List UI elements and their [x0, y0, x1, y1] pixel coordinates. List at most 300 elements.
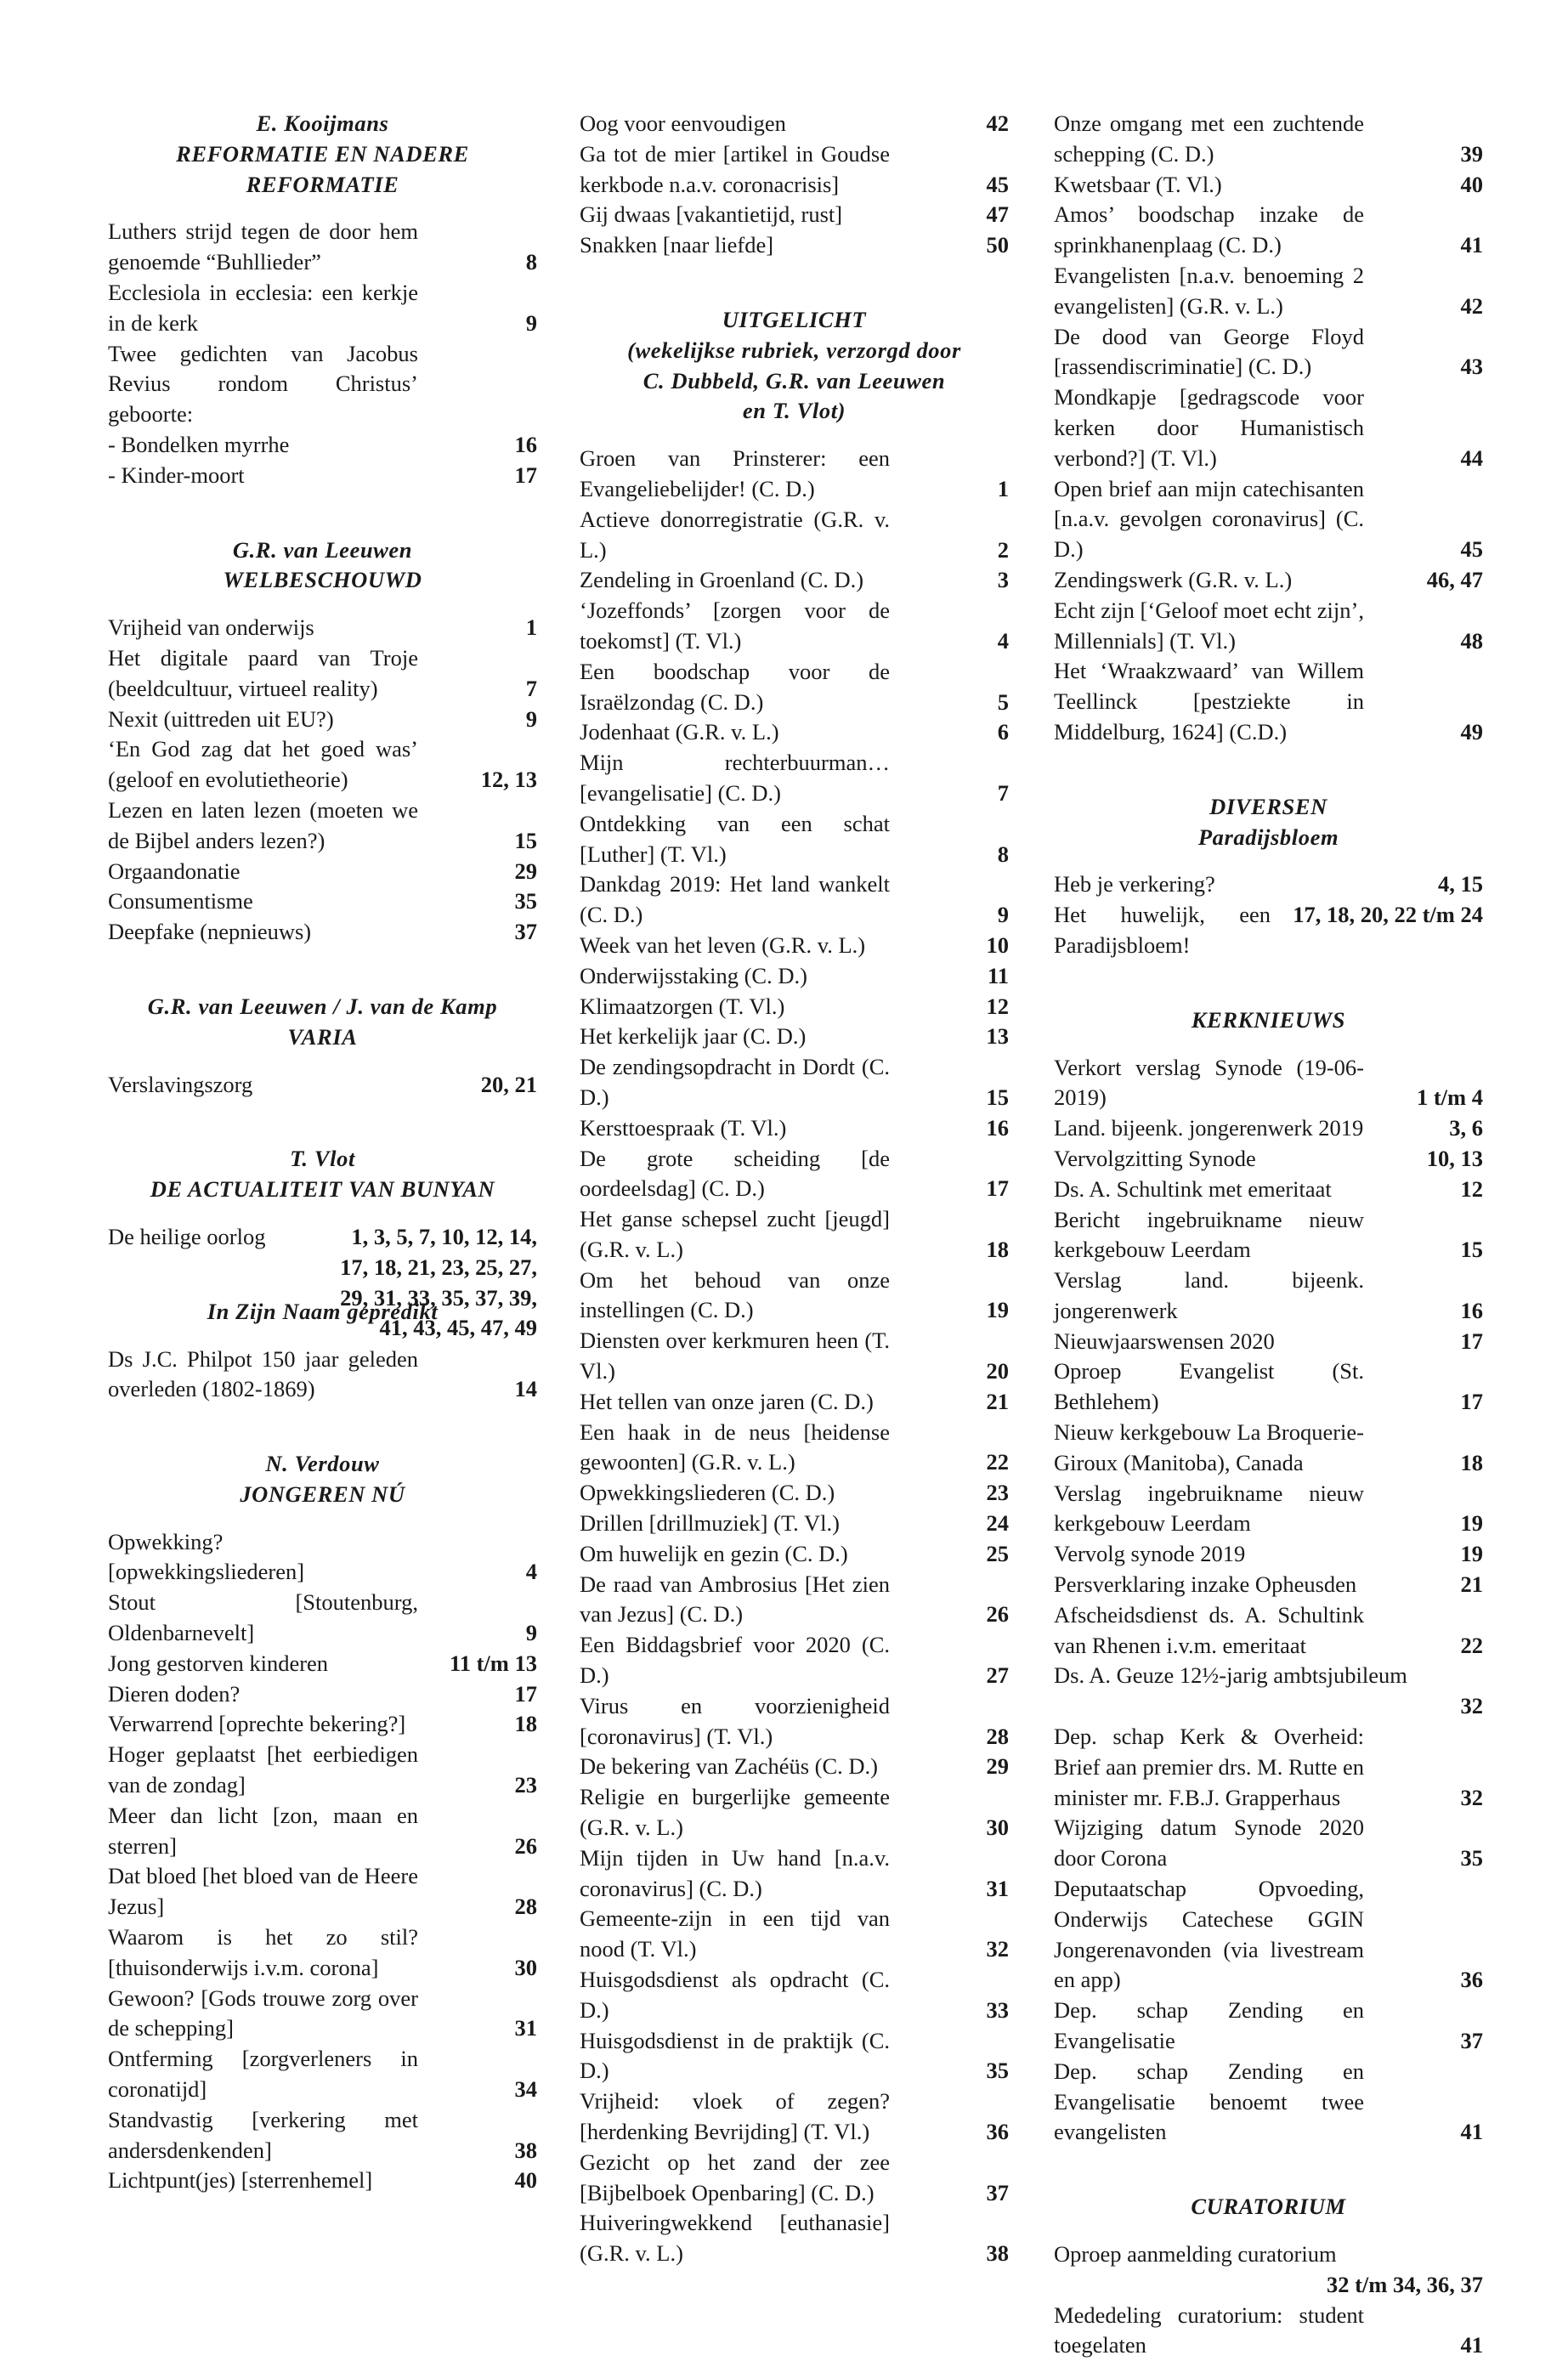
- index-entry: [580, 869, 1009, 931]
- entry-pages: 13: [986, 1023, 1009, 1050]
- entry-title: Nieuw kerkgebouw La Broquerie-Giroux (Manitoba), Canada: [1054, 1419, 1364, 1475]
- entry-title: Religie en burgerlijke gemeente (G.R. v. L.): [580, 1784, 890, 1841]
- entry-title: Dankdag 2019: Het land wankelt (C. D.): [580, 871, 890, 928]
- entry-title: Luthers strijd tegen de door hem genoemde “Buhllieder”: [108, 218, 418, 275]
- index-entry: [580, 1022, 1009, 1052]
- index-entry: [1054, 656, 1483, 747]
- index-entry: [580, 1144, 1009, 1205]
- index-entry: [108, 1070, 537, 1101]
- entry-pages: 4: [997, 627, 1009, 654]
- index-entry: [580, 1265, 1009, 1327]
- entry-pages: 9: [525, 705, 537, 732]
- entry-pages: 40: [514, 2167, 537, 2194]
- entry-title: Snakken [naar liefde]: [580, 232, 774, 258]
- entry-title: Stout [Stoutenburg, Oldenbarnevelt]: [108, 1589, 418, 1646]
- section-heading: [108, 109, 537, 200]
- entry-title: Orgaandonatie: [108, 858, 241, 884]
- index-entry: [1054, 1356, 1483, 1418]
- section-heading: [108, 992, 537, 1053]
- entry-title: Mijn tijden in Uw hand [n.a.v. coronavirus] (C. D.): [580, 1844, 890, 1901]
- entry-pages: 6: [997, 719, 1009, 745]
- entry-pages: 23: [514, 1772, 537, 1798]
- entry-title: Ontdekking van een schat [Luther] (T. Vl.): [580, 810, 890, 867]
- entry-title: Vervolg synode 2019: [1054, 1541, 1246, 1567]
- entry-pages: 17: [986, 1175, 1009, 1202]
- section-heading-line: DE ACTUALITEIT VAN BUNYAN: [150, 1176, 495, 1203]
- entry-pages: 1, 3, 5, 7, 10, 12, 14, 17, 18, 21, 23, 25, 27, 29, 31, 33, 35, 37, 39, 41, 43, 45, 47, 49: [340, 1223, 537, 1341]
- index-entry: [1054, 900, 1483, 961]
- entry-title: Open brief aan mijn catechisanten [n.a.v. gevolgen coronavirus] (C. D.): [1054, 475, 1364, 563]
- index-entry: [580, 444, 1009, 505]
- entry-pages: 45: [1460, 536, 1483, 563]
- entry-title: Een boodschap voor de Israëlzondag (C. D.): [580, 658, 890, 715]
- section-heading-line: WELBESCHOUWD: [223, 567, 422, 593]
- index-entry: [1054, 1722, 1483, 1813]
- section-heading-line: VARIA: [287, 1023, 358, 1050]
- index-entry: [1054, 170, 1483, 201]
- entry-title: Huiveringwekkend [euthanasie] (G.R. v. L.): [580, 2210, 890, 2267]
- entry-pages: 41: [1460, 2119, 1483, 2145]
- entry-title: Nexit (uittreden uit EU?): [108, 705, 334, 732]
- entry-title: De dood van George Floyd [rassendiscriminatie] (C. D.): [1054, 323, 1364, 380]
- index-entry: [580, 717, 1009, 748]
- section-heading-line: KERKNIEUWS: [1191, 1006, 1346, 1033]
- section-heading-line: en T. Vlot): [742, 398, 846, 424]
- entry-title: Gewoon? [Gods trouwe zorg over de schepping]: [108, 1984, 418, 2041]
- index-entry: [108, 278, 537, 339]
- entry-title: Het huwelijk, een Paradijsbloem!: [1054, 902, 1271, 958]
- entry-title: De grote scheiding [de oordeelsdag] (C. D.): [580, 1145, 890, 1202]
- entry-title: - Kinder-moort: [108, 461, 245, 488]
- entry-title: De heilige oorlog: [108, 1223, 266, 1249]
- entry-pages: 10: [986, 931, 1009, 958]
- entry-pages: 28: [986, 1723, 1009, 1749]
- entry-pages: 11 t/m 13: [449, 1650, 537, 1676]
- index-entry: [1054, 1600, 1483, 1662]
- entry-pages: 38: [514, 2137, 537, 2163]
- entry-title: De zendingsopdracht in Dordt (C. D.): [580, 1054, 890, 1110]
- index-entry: [580, 1782, 1009, 1843]
- entry-pages: 22: [986, 1449, 1009, 1475]
- entry-title: Land. bijeenk. jongerenwerk 2019: [1054, 1115, 1364, 1141]
- index-entry: [1054, 1053, 1483, 1114]
- entry-pages: 35: [514, 888, 537, 914]
- entry-pages: 35: [1460, 1845, 1483, 1871]
- index-entry: [108, 613, 537, 643]
- index-entry: [580, 596, 1009, 657]
- index-column-1: [108, 109, 537, 2196]
- section-heading: [1054, 792, 1483, 853]
- index-entry: [580, 1630, 1009, 1691]
- index-entry: [580, 1752, 1009, 1782]
- entry-pages: 37: [514, 919, 537, 945]
- entry-pages: 47: [986, 201, 1009, 228]
- entry-title: Oproep aanmelding curatorium: [1054, 2241, 1337, 2267]
- entry-title: Evangelisten [n.a.v. benoeming 2 evangelisten] (G.R. v. L.): [1054, 262, 1364, 319]
- entry-pages: 12, 13: [480, 767, 537, 793]
- section-heading-line: CURATORIUM: [1191, 2194, 1346, 2220]
- index-entry: [1054, 1327, 1483, 1357]
- entry-title: Mondkapje [gedragscode voor kerken door Humanistisch verbond?] (T. Vl.): [1054, 384, 1364, 471]
- entry-pages: 50: [986, 232, 1009, 258]
- entry-pages: 1: [997, 475, 1009, 501]
- entry-pages: 36: [986, 2119, 1009, 2144]
- entry-title: Deepfake (nepnieuws): [108, 919, 312, 945]
- entry-title: Twee gedichten van Jacobus Revius rondom Christus’ geboorte:: [108, 340, 418, 427]
- entry-pages: 10, 13: [1426, 1145, 1483, 1171]
- entry-title: Zendeling in Groenland (C. D.): [580, 567, 864, 593]
- entry-pages: 45: [986, 171, 1009, 197]
- entry-title: Verslag ingebruikname nieuw kerkgebouw Leerdam: [1054, 1480, 1364, 1537]
- entry-pages: 19: [986, 1297, 1009, 1323]
- index-entry: [1054, 322, 1483, 383]
- index-entry: [1054, 1144, 1483, 1175]
- index-entry: [1054, 869, 1483, 900]
- entry-pages: 29: [986, 1753, 1009, 1780]
- section-heading-line: In Zijn Naam gepredikt: [207, 1298, 439, 1324]
- section-heading: [108, 1449, 537, 1510]
- section-heading-line: N. Verdouw: [265, 1451, 380, 1477]
- entry-title: Oog voor eenvoudigen: [580, 110, 786, 136]
- entry-title: Vervolgzitting Synode: [1054, 1145, 1256, 1171]
- entry-title: - Bondelken myrrhe: [108, 431, 290, 457]
- index-section: [1054, 2192, 1483, 2361]
- index-entry: [580, 657, 1009, 718]
- index-entry: [1054, 1418, 1483, 1479]
- index-entry: [580, 1478, 1009, 1509]
- section-heading-line: (wekelijkse rubriek, verzorgd door: [627, 337, 961, 363]
- index-entry: [108, 2044, 537, 2105]
- entry-title: Vrijheid van onderwijs: [108, 614, 314, 641]
- index-entry: [580, 1418, 1009, 1479]
- index-entry: [580, 2208, 1009, 2269]
- index-entry: [108, 430, 537, 461]
- entry-pages: 5: [997, 688, 1009, 715]
- index-section: [108, 1449, 537, 2196]
- index-entry: [580, 1570, 1009, 1631]
- entry-title: Drillen [drillmuziek] (T. Vl.): [580, 1510, 840, 1537]
- index-entry: [580, 139, 1009, 201]
- index-entry: [108, 1679, 537, 1710]
- index-entry: [108, 1861, 537, 1922]
- entry-title: Bericht ingebruikname nieuw kerkgebouw Leerdam: [1054, 1206, 1364, 1263]
- index-section: [108, 109, 537, 491]
- index-entry: [108, 1740, 537, 1801]
- index-entry: [108, 1345, 537, 1406]
- entry-pages: 23: [986, 1480, 1009, 1506]
- index-entry: [108, 1709, 537, 1740]
- entry-pages: 18: [514, 1711, 537, 1737]
- index-entry: [108, 886, 537, 917]
- index-entry: [580, 2026, 1009, 2087]
- entry-pages: 7: [525, 675, 537, 701]
- entry-title: Ontferming [zorgverleners in coronatijd]: [108, 2046, 418, 2103]
- entry-pages: 46, 47: [1426, 566, 1483, 592]
- entry-title: Gezicht op het zand der zee [Bijbelboek Openbaring] (C. D.): [580, 2149, 890, 2205]
- entry-pages: 16: [514, 431, 537, 457]
- index-entry: [1054, 1570, 1483, 1600]
- entry-title: Gemeente-zijn in een tijd van nood (T. Vl.): [580, 1905, 890, 1962]
- index-entry: [580, 1113, 1009, 1144]
- entry-pages: 18: [986, 1236, 1009, 1262]
- entry-title: Huisgodsdienst in de praktijk (C. D.): [580, 2027, 890, 2084]
- entry-pages: 32: [986, 1936, 1009, 1962]
- section-heading: [108, 535, 537, 597]
- entry-title: Dep. schap Zending en Evangelisatie benoemt twee evangelisten: [1054, 2058, 1364, 2145]
- entry-pages: 26: [986, 1601, 1009, 1628]
- entry-pages: 1: [525, 614, 537, 641]
- entry-pages: 17: [1460, 1389, 1483, 1415]
- entry-pages: 28: [514, 1894, 537, 1920]
- entry-pages: 19: [1460, 1510, 1483, 1537]
- index-section: [108, 992, 537, 1100]
- entry-title: Klimaatzorgen (T. Vl.): [580, 993, 785, 1019]
- entry-pages: 26: [514, 1832, 537, 1859]
- section-heading-line: UITGELICHT: [722, 306, 867, 332]
- entry-pages: 8: [525, 249, 537, 275]
- entry-title: Dieren doden?: [108, 1680, 241, 1707]
- entry-pages: 41: [1460, 2332, 1483, 2358]
- index-entry: [108, 461, 537, 491]
- section-heading-line: C. Dubbeld, G.R. van Leeuwen: [642, 367, 946, 394]
- index-entry: [108, 339, 537, 430]
- entry-title: Om huwelijk en gezin (C. D.): [580, 1540, 848, 1566]
- entry-title: De bekering van Zachéüs (C. D.): [580, 1753, 878, 1780]
- section-heading-line: G.R. van Leeuwen: [232, 536, 413, 563]
- entry-pages: 18: [1460, 1449, 1483, 1475]
- entry-pages: 17: [514, 1680, 537, 1707]
- index-section: [108, 535, 537, 948]
- index-entry: [580, 1052, 1009, 1113]
- entry-pages: 43: [1460, 354, 1483, 380]
- entry-title: Verkort verslag Synode (19-06-2019): [1054, 1054, 1364, 1111]
- index-entry: [1054, 109, 1483, 170]
- index-entry: [108, 917, 537, 948]
- section-heading: [580, 305, 1009, 427]
- entry-pages: 42: [986, 110, 1009, 136]
- section-heading-line: REFORMATIE: [246, 171, 399, 197]
- entry-pages: 4, 15: [1438, 871, 1483, 897]
- entry-title: Lezen en laten lezen (moeten we de Bijbel anders lezen?): [108, 796, 418, 853]
- index-entry: [580, 1691, 1009, 1752]
- entry-title: Ds J.C. Philpot 150 jaar geleden overleden (1802-1869): [108, 1345, 418, 1402]
- entry-pages: 1 t/m 4: [1416, 1084, 1483, 1111]
- index-entry: [580, 109, 1009, 139]
- index-entry: [580, 505, 1009, 566]
- index-entry: [108, 1922, 537, 1984]
- entry-title: Standvastig [verkering met andersdenkenden]: [108, 2106, 418, 2163]
- entry-title: Ga tot de mier [artikel in Goudse kerkbode n.a.v. coronacrisis]: [580, 140, 890, 197]
- entry-pages: 19: [1460, 1541, 1483, 1567]
- entry-title: Een Biddagsbrief voor 2020 (C. D.): [580, 1632, 890, 1689]
- entry-title: Verwarrend [oprechte bekering?]: [108, 1711, 406, 1737]
- entry-pages: 42: [1460, 292, 1483, 319]
- entry-title: Kwetsbaar (T. Vl.): [1054, 171, 1222, 197]
- entry-title: Onderwijsstaking (C. D.): [580, 962, 807, 988]
- section-heading: [108, 1144, 537, 1205]
- entry-title: Dat bloed [het bloed van de Heere Jezus]: [108, 1863, 418, 1920]
- entry-title: Nieuwjaarswensen 2020: [1054, 1328, 1275, 1354]
- index-entry: [580, 2086, 1009, 2148]
- index-entry: [108, 2105, 537, 2166]
- entry-pages: 40: [1460, 171, 1483, 197]
- index-entry: [580, 2148, 1009, 2209]
- index-entry: [1054, 1479, 1483, 1540]
- entry-pages: 9: [997, 902, 1009, 928]
- entry-pages: 3, 6: [1449, 1115, 1483, 1141]
- index-column-3: [1054, 109, 1483, 2361]
- index-entry: [1054, 596, 1483, 657]
- index-entry: [580, 1326, 1009, 1387]
- entry-pages: 16: [986, 1114, 1009, 1141]
- index-entry: [580, 931, 1009, 961]
- entry-pages: 4: [525, 1559, 537, 1585]
- entry-title: Opwekking? [opwekkingsliederen]: [108, 1528, 305, 1585]
- index-entry: [108, 734, 537, 795]
- entry-pages: 8: [997, 841, 1009, 867]
- entry-pages: 21: [986, 1388, 1009, 1414]
- entry-title: Kersttoespraak (T. Vl.): [580, 1114, 787, 1141]
- entry-pages: 12: [986, 993, 1009, 1019]
- index-entry: [580, 230, 1009, 261]
- index-entry: [1054, 261, 1483, 322]
- entry-pages: 31: [514, 2015, 537, 2041]
- index-entry: [1054, 1813, 1483, 1874]
- index-entry: [580, 1509, 1009, 1539]
- entry-pages: 32: [1460, 1693, 1483, 1719]
- entry-pages: 48: [1460, 627, 1483, 654]
- section-heading: [1054, 1005, 1483, 1036]
- entry-pages: 11: [987, 962, 1009, 988]
- entry-pages: 20, 21: [480, 1071, 537, 1097]
- index-entry: [108, 1984, 537, 2045]
- entry-title: Actieve donorregistratie (G.R. v. L.): [580, 506, 890, 563]
- entry-pages: 30: [986, 1815, 1009, 1841]
- entry-title: Ds. A. Schultink met emeritaat: [1054, 1175, 1332, 1202]
- index-section: [1054, 1005, 1483, 2148]
- entry-pages: 20: [986, 1358, 1009, 1384]
- entry-pages: 21: [1460, 1571, 1483, 1598]
- index-entry: [1054, 1874, 1483, 1996]
- entry-title: Onze omgang met een zuchtende schepping (C. D.): [1054, 110, 1364, 167]
- entry-title: Meer dan licht [zon, maan en sterren]: [108, 1802, 418, 1859]
- index-entry: [1054, 474, 1483, 565]
- entry-title: Ecclesiola in ecclesia: een kerkje in de kerk: [108, 279, 418, 336]
- index-entry: [1054, 565, 1483, 596]
- entry-title: Hoger geplaatst [het eerbiedigen van de zondag]: [108, 1741, 418, 1798]
- entry-title: Wijziging datum Synode 2020 door Corona: [1054, 1815, 1364, 1871]
- entry-pages: 17: [1460, 1328, 1483, 1354]
- entry-title: Deputaatschap Opvoeding, Onderwijs Catechese GGIN Jongerenavonden (via livestream en app): [1054, 1876, 1364, 1993]
- entry-pages: 35: [986, 2058, 1009, 2084]
- entry-title: Heb je verkering?: [1054, 871, 1215, 897]
- entry-title: Dep. schap Zending en Evangelisatie: [1054, 1997, 1364, 2054]
- entry-title: Gij dwaas [vakantietijd, rust]: [580, 201, 843, 228]
- index-column-2: [580, 109, 1009, 2269]
- entry-title: Het ‘Wraakzwaard’ van Willem Teellinck [pestziekte in Middelburg, 1624] (C.D.): [1054, 658, 1364, 745]
- entry-title: Verslavingszorg: [108, 1071, 253, 1097]
- entry-pages: 15: [1460, 1237, 1483, 1263]
- entry-pages: 27: [986, 1662, 1009, 1689]
- index-entry: [580, 1204, 1009, 1265]
- index-entry: [580, 961, 1009, 992]
- entry-title: ‘En God zag dat het goed was’ (geloof en evolutietheorie): [108, 736, 418, 793]
- entry-pages: 30: [514, 1954, 537, 1980]
- index-entry: [580, 200, 1009, 230]
- entry-pages: 15: [514, 827, 537, 853]
- section-heading-line: REFORMATIE EN NADERE: [176, 140, 469, 167]
- index-entry: [1054, 1113, 1483, 1144]
- section-heading-line: DIVERSEN: [1209, 793, 1327, 819]
- entry-title: Een haak in de neus [heidense gewoonten] (G.R. v. L.): [580, 1418, 890, 1475]
- index-entry: [580, 748, 1009, 809]
- entry-pages: 39: [1460, 140, 1483, 167]
- index-entry: [1054, 200, 1483, 261]
- entry-pages: 17, 18, 20, 22 t/m 24: [1293, 902, 1483, 928]
- entry-title: Opwekkingsliederen (C. D.): [580, 1480, 835, 1506]
- entry-title: Huisgodsdienst als opdracht (C. D.): [580, 1967, 890, 2023]
- index-entry: [1054, 1175, 1483, 1205]
- entry-title: Afscheidsdienst ds. A. Schultink van Rhenen i.v.m. emeritaat: [1054, 1601, 1364, 1658]
- entry-pages: 31: [986, 1875, 1009, 1901]
- entry-title: Virus en voorzienigheid [coronavirus] (T. Vl.): [580, 1692, 890, 1749]
- index-entry: [108, 1801, 537, 1862]
- index-entry: [108, 643, 537, 705]
- entry-pages: 41: [1460, 232, 1483, 258]
- entry-title: Jodenhaat (G.R. v. L.): [580, 719, 779, 745]
- index-entry: [580, 565, 1009, 596]
- index-entry: [580, 1539, 1009, 1570]
- entry-pages: 49: [1460, 718, 1483, 745]
- index-section: [1054, 792, 1483, 961]
- entry-pages: 22: [1460, 1632, 1483, 1658]
- entry-pages: 24: [986, 1510, 1009, 1537]
- entry-title: Echt zijn [‘Geloof moet echt zijn’, Millennials] (T. Vl.): [1054, 597, 1364, 654]
- index-entry: [1054, 1996, 1483, 2057]
- section-heading-line: T. Vlot: [290, 1146, 355, 1172]
- index-entry: [1054, 1205, 1483, 1266]
- entry-title: Ds. A. Geuze 12½-jarig ambtsjubileum: [1054, 1662, 1407, 1689]
- entry-pages: 9: [525, 309, 537, 336]
- index-entry: [1054, 2239, 1483, 2301]
- index-entry: [580, 809, 1009, 870]
- entry-pages: 44: [1460, 444, 1483, 471]
- index-entry: [580, 1965, 1009, 2026]
- index-entry: [108, 1527, 537, 1588]
- section-heading-line: G.R. van Leeuwen / J. van de Kamp: [147, 993, 498, 1019]
- entry-title: Week van het leven (G.R. v. L.): [580, 931, 866, 958]
- index-entry: [1054, 1661, 1483, 1722]
- entry-pages: 25: [986, 1540, 1009, 1566]
- entry-pages: 38: [986, 2240, 1009, 2267]
- index-entry: [1054, 1265, 1483, 1327]
- section-heading-line: E. Kooijmans: [256, 110, 389, 136]
- entry-pages: 33: [986, 1996, 1009, 2023]
- entry-pages: 32 t/m 34, 36, 37: [1326, 2271, 1483, 2297]
- entry-title: Zendingswerk (G.R. v. L.): [1054, 566, 1293, 592]
- entry-title: Mededeling curatorium: student toegelaten: [1054, 2302, 1364, 2358]
- entry-pages: 37: [1460, 2028, 1483, 2054]
- entry-pages: 7: [997, 779, 1009, 806]
- section-heading-line: JONGEREN NÚ: [240, 1481, 405, 1507]
- index-entry: [108, 2166, 537, 2196]
- index-entry: [108, 217, 537, 278]
- entry-title: Het kerkelijk jaar (C. D.): [580, 1023, 807, 1050]
- entry-title: Mijn rechterbuurman… [evangelisatie] (C. D.): [580, 750, 890, 806]
- entry-title: Vrijheid: vloek of zegen? [herdenking Bevrijding] (T. Vl.): [580, 2088, 890, 2144]
- index-entry: [108, 705, 537, 735]
- entry-title: Waarom is het zo stil? [thuisonderwijs i.v.m. corona]: [108, 1924, 418, 1980]
